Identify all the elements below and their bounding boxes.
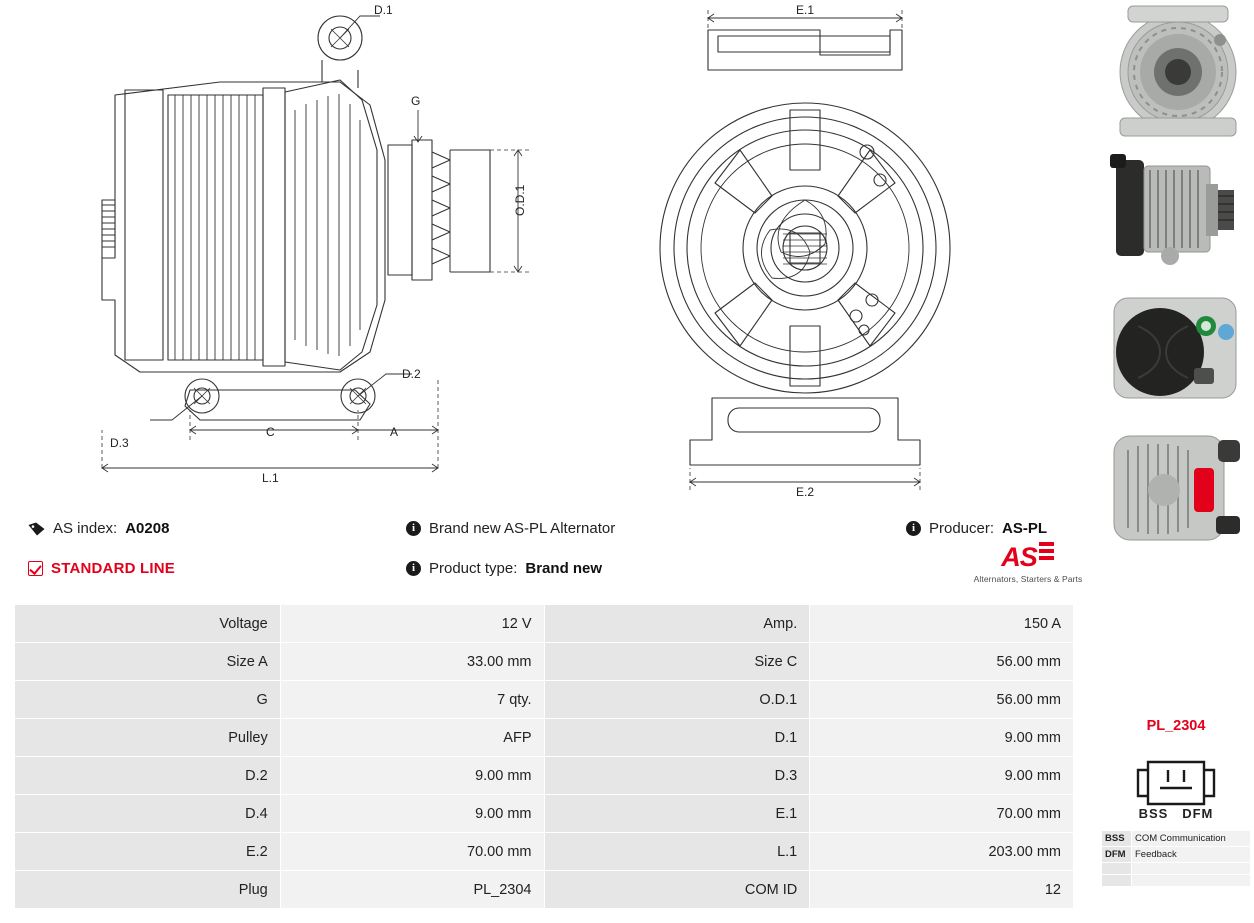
alternator-front-view-drawing	[620, 0, 1040, 500]
label-a: A	[390, 425, 399, 439]
legend-row	[1102, 831, 1251, 847]
product-type-row	[406, 560, 602, 577]
spec-value: 9.00 mm	[280, 795, 544, 833]
plug-pin-dfm: DFM	[1182, 806, 1214, 821]
plug-pin-bss: BSS	[1138, 806, 1169, 821]
legend-abbr: BSS	[1102, 831, 1132, 847]
product-photo-angled[interactable]	[1098, 420, 1254, 560]
spec-key: E.2	[15, 833, 281, 871]
spec-value: 9.00 mm	[810, 719, 1074, 757]
table-row	[15, 605, 1074, 643]
label-d1: D.1	[374, 3, 393, 17]
product-photo-gallery	[1098, 0, 1254, 560]
spec-value: 7 qty.	[280, 681, 544, 719]
spec-key: L.1	[544, 833, 810, 871]
spec-value: 12 V	[280, 605, 544, 643]
spec-value: 33.00 mm	[280, 643, 544, 681]
table-row	[15, 681, 1074, 719]
as-pl-logo	[968, 540, 1088, 584]
info-icon: i	[406, 521, 421, 536]
spec-key: Amp.	[544, 605, 810, 643]
spec-value: 70.00 mm	[280, 833, 544, 871]
spec-key: Size A	[15, 643, 281, 681]
legend-abbr: DFM	[1102, 847, 1132, 863]
table-row	[15, 833, 1074, 871]
label-g: G	[411, 94, 421, 108]
product-photo-side[interactable]	[1098, 140, 1254, 280]
label-d2: D.2	[402, 367, 421, 381]
spec-value: AFP	[280, 719, 544, 757]
as-index-value: A0208	[125, 520, 170, 537]
label-c: C	[266, 425, 275, 439]
as-logo-bars	[1039, 540, 1055, 567]
table-row	[15, 757, 1074, 795]
spec-value: 56.00 mm	[810, 643, 1074, 681]
plug-code: PL_2304	[1146, 718, 1206, 734]
spec-key: Voltage	[15, 605, 281, 643]
legend-desc: COM Communication	[1132, 831, 1251, 847]
spec-value: 9.00 mm	[280, 757, 544, 795]
legend-row-blank	[1102, 875, 1251, 887]
as-logo-text: AS	[1001, 542, 1037, 572]
producer-row	[906, 520, 1047, 537]
spec-value: 12	[810, 871, 1074, 909]
spec-key: Plug	[15, 871, 281, 909]
product-photo-rear[interactable]	[1098, 280, 1254, 420]
as-index-row	[28, 520, 169, 537]
label-od1: O.D.1	[513, 184, 527, 216]
tag-icon	[28, 522, 45, 536]
brand-new-row	[406, 520, 615, 537]
spec-key: E.1	[544, 795, 810, 833]
producer-value: AS-PL	[1002, 520, 1048, 537]
product-info-strip	[28, 512, 1088, 592]
spec-value: 150 A	[810, 605, 1074, 643]
label-l1: L.1	[262, 471, 279, 485]
table-row	[15, 795, 1074, 833]
spec-key: D.1	[544, 719, 810, 757]
label-d3: D.3	[110, 436, 129, 450]
standard-line-row	[28, 560, 175, 577]
info-icon: i	[406, 561, 421, 576]
brand-new-label: Brand new AS-PL Alternator	[429, 520, 616, 537]
technical-drawings	[0, 0, 1100, 500]
as-index-label: AS index:	[53, 520, 118, 537]
specifications-table	[14, 604, 1074, 909]
spec-value: 56.00 mm	[810, 681, 1074, 719]
spec-key: D.2	[15, 757, 281, 795]
spec-value: 203.00 mm	[810, 833, 1074, 871]
product-type-label: Product type:	[429, 560, 518, 577]
spec-value: 9.00 mm	[810, 757, 1074, 795]
table-row	[15, 719, 1074, 757]
standard-line-label: STANDARD LINE	[51, 560, 175, 577]
spec-value: 70.00 mm	[810, 795, 1074, 833]
label-e2: E.2	[796, 485, 815, 499]
legend-row-blank	[1102, 863, 1251, 875]
product-photo-front[interactable]	[1098, 0, 1254, 140]
label-e1: E.1	[796, 3, 815, 17]
plug-legend-table	[1101, 830, 1251, 887]
producer-label: Producer:	[929, 520, 995, 537]
spec-key: Size C	[544, 643, 810, 681]
spec-key: D.3	[544, 757, 810, 795]
info-icon: i	[906, 521, 921, 536]
legend-desc: Feedback	[1132, 847, 1251, 863]
table-row	[15, 871, 1074, 909]
spec-key: G	[15, 681, 281, 719]
spec-key: O.D.1	[544, 681, 810, 719]
spec-key: COM ID	[544, 871, 810, 909]
table-row	[15, 643, 1074, 681]
plug-pin-labels	[1098, 806, 1254, 821]
spec-value: PL_2304	[280, 871, 544, 909]
as-logo-subtitle: Alternators, Starters & Parts	[973, 574, 1083, 584]
product-type-value: Brand new	[525, 560, 603, 577]
alternator-side-view-drawing	[40, 0, 600, 500]
spec-key: D.4	[15, 795, 281, 833]
legend-row	[1102, 847, 1251, 863]
spec-key: Pulley	[15, 719, 281, 757]
check-icon	[28, 561, 43, 576]
